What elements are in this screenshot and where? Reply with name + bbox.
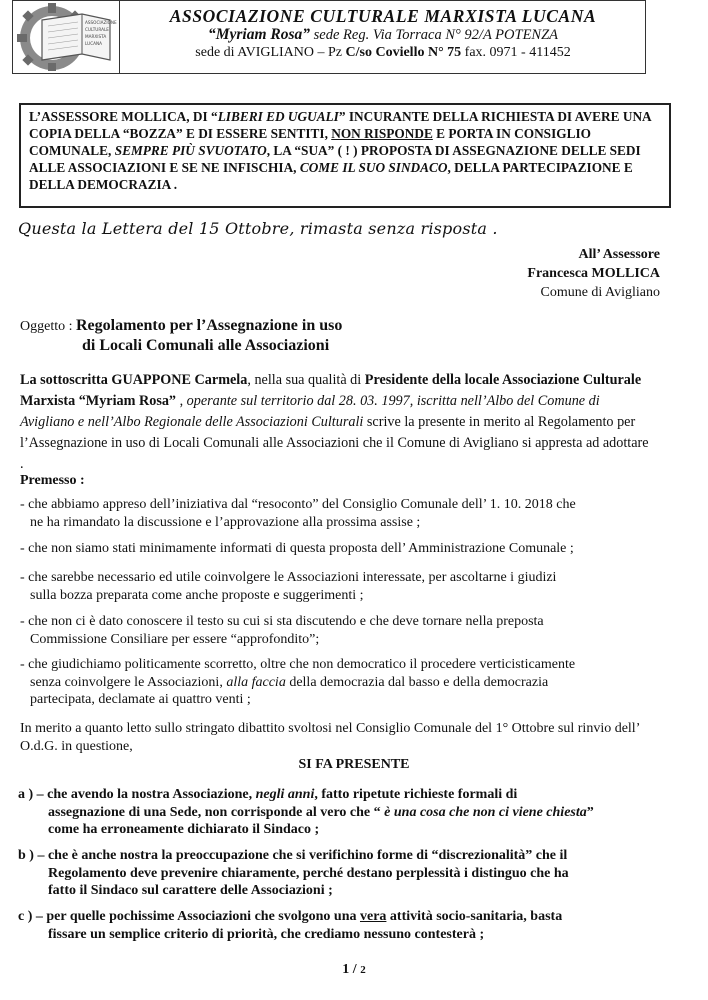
premesso-item: [20, 656, 660, 709]
handwritten-note: Questa la Lettera del 15 Ottobre, rimasta senza risposta .: [18, 219, 498, 238]
intro-text: ,: [176, 393, 187, 409]
headline-box: [19, 103, 671, 208]
premesso-line: - che sarebbe necessario ed utile coinvolgere le Associazioni interessate, per ascoltarne i giudizi: [20, 570, 557, 585]
fax-number: fax. 0971 - 411452: [461, 45, 571, 60]
premesso-line: - che non siamo stati minimamente informati di questa proposta dell’ Amministrazione Comunale ;: [20, 541, 574, 556]
point-italic: negli anni: [255, 787, 315, 802]
logo-word-2: CULTURALE: [85, 27, 109, 32]
point-text: , fatto ripetute richieste formali di: [314, 787, 518, 802]
subject-line-1: Regolamento per l’Assegnazione in uso: [76, 317, 343, 334]
logo-word-1: ASSOCIAZIONE: [85, 20, 117, 25]
logo-word-4: LUCANA: [85, 41, 102, 46]
org-subtitle: [120, 26, 646, 44]
premesso-item: [20, 540, 660, 558]
recipient-office: Comune di Avigliano: [540, 285, 660, 300]
point-underlined: vera: [359, 909, 387, 924]
premesso-heading: Premesso :: [20, 473, 85, 488]
si-fa-presente-heading: SI FA PRESENTE: [298, 757, 410, 772]
org-title: ASSOCIAZIONE CULTURALE MARXISTA LUCANA: [169, 6, 597, 26]
intro-registration: operante sul territorio dal 28. 03. 1997, iscritta nell’Albo del Comune di Avigliano e nell’Albo Regionale delle Associazioni Culturali: [20, 393, 600, 430]
premesso-item: [20, 496, 660, 531]
premesso-line: sulla bozza preparata come anche proposte e suggerimenti ;: [30, 587, 364, 603]
recipient-name: Francesca MOLLICA: [527, 266, 660, 281]
premesso-italic: alla faccia: [226, 674, 286, 690]
point-text: attività socio-sanitaria, basta: [386, 909, 563, 924]
intro-text: scrive la presente in merito al Regolamento per l’Assegnazione in uso di Locali Comunali alle Associazioni che il Comune di Avigliano si appresta ad adottare .: [20, 414, 649, 472]
premesso-line: partecipata, declamate ai quattro venti ;: [30, 692, 251, 707]
premesso-line: - che abbiamo appreso dell’iniziativa dal “resoconto” del Consiglio Comunale dell’ 1. 10. 2018 che: [20, 497, 576, 512]
point-text: come ha erroneamente dichiarato il Sindaco ;: [48, 822, 320, 837]
intro-text: , nella sua qualità di: [247, 372, 365, 388]
point-italic: è una cosa che non ci viene chiesta: [384, 804, 587, 820]
point-text: c ) – per quelle pochissime Associazioni che svolgono una: [18, 909, 360, 924]
intro-signer: La sottoscritta GUAPPONE Carmela: [20, 372, 248, 388]
headline-text: E PORTA IN CONSIGLIO COMUNALE,: [29, 126, 591, 158]
premesso-line: della democrazia dal basso e della democrazia: [285, 674, 549, 690]
intro-role: Presidente della locale Associazione Culturale Marxista “Myriam Rosa”: [20, 372, 642, 409]
merito-paragraph: In merito a quanto letto sullo stringato dibattito svoltosi nel Consiglio Comunale del 1° Ottobre sul rinvio dell’ O.d.G. in questione,: [20, 721, 640, 754]
page-number: [0, 962, 708, 978]
premesso-line: ne ha rimandato la discussione e l’approvazione alla prossima assise ;: [30, 514, 421, 530]
letterhead-text: [120, 6, 646, 62]
branch-address: C/so Coviello N° 75: [345, 45, 462, 60]
intro-paragraph: [20, 370, 650, 475]
headline-italic: COME IL SUO SINDACO: [299, 160, 448, 175]
headline-party: LIBERI ED UGUALI: [217, 109, 339, 124]
org-name: “Myriam Rosa”: [207, 26, 311, 43]
headline-text: ” INCURANTE DELLA RICHIESTA DI AVERE UNA COPIA DELLA “BOZZA” E DI ESSERE SENTITI,: [29, 109, 651, 141]
point-text: a ) – che avendo la nostra Associazione,: [18, 787, 256, 802]
premesso-line: Commissione Consiliare per essere “approfondito”;: [30, 631, 320, 647]
point-text: fissare un semplice criterio di priorità, che crediamo nessuno contesterà ;: [48, 926, 485, 942]
point-text: ”: [586, 804, 594, 820]
recipient-title: All’ Assessore: [578, 247, 660, 262]
logo-word-3: MARXISTA: [85, 34, 107, 39]
headline-text: , DELLA PARTECIPAZIONE E DELLA DEMOCRAZIA .: [29, 160, 633, 192]
point-text: b ) – che è anche nostra la preoccupazione che si verifichino forme di “discrezionalità” che il: [18, 848, 568, 863]
org-seat: sede Reg. Via Torraca N° 92/A POTENZA: [310, 27, 559, 43]
headline-italic: SEMPRE PIÙ SVUOTATO: [114, 143, 267, 158]
subject-line-2: di Locali Comunali alle Associazioni: [82, 337, 330, 354]
headline-text: , LA “SUA” ( ! ) PROPOSTA DI ASSEGNAZIONE DELLE SEDI ALLE ASSOCIAZIONI E SE NE INFISCHIA,: [29, 143, 641, 175]
page-total: 2: [360, 964, 366, 976]
point-b: [18, 847, 678, 900]
point-text: Regolamento deve prevenire chiaramente, perché destano perplessità i distinguo che ha: [48, 865, 569, 881]
point-a: [18, 786, 678, 839]
point-text: assegnazione di una Sede, non corrisponde al vero che “: [48, 804, 385, 820]
org-address: [120, 44, 646, 62]
point-c: [18, 908, 678, 943]
association-logo: [12, 0, 118, 72]
premesso-item: [20, 569, 660, 604]
premesso-line: - che non ci è dato conoscere il testo su cui si sta discutendo e che deve tornare nella preposta: [20, 614, 544, 629]
page-current: 1 /: [342, 962, 361, 977]
subject-label: Oggetto :: [20, 319, 76, 334]
point-text: fatto il Sindaco sul carattere delle Associazioni ;: [48, 883, 333, 898]
headline-text: L’ASSESSORE MOLLICA, DI “: [29, 109, 218, 124]
recipient-block: [527, 245, 660, 302]
logo-cell: [12, 0, 120, 74]
premesso-item: [20, 613, 660, 648]
headline-underlined: NON RISPONDE: [331, 126, 433, 141]
branch-label: sede di AVIGLIANO – Pz: [195, 45, 346, 60]
subject-block: [20, 316, 342, 355]
premesso-line: senza coinvolgere le Associazioni,: [30, 674, 227, 690]
premesso-line: - che giudichiamo politicamente scorretto, oltre che non democratico il procedere verticisticamente: [20, 657, 576, 672]
